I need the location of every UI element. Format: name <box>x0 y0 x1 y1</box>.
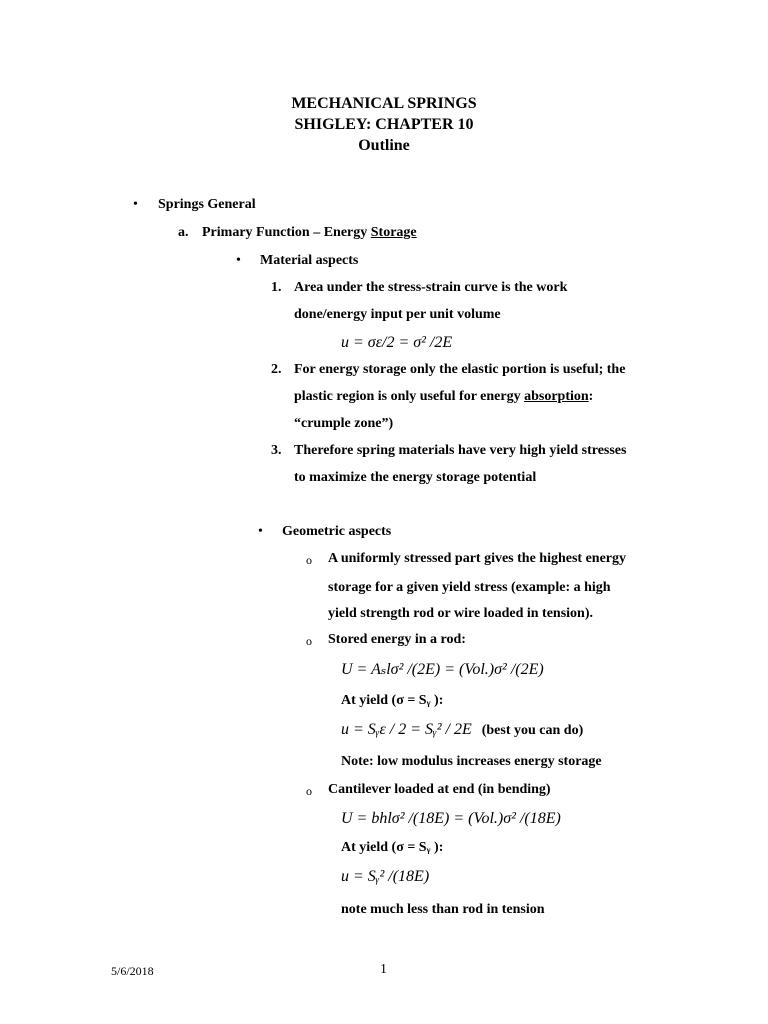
item-2-line3: “crumple zone”) <box>294 416 394 431</box>
section-springs-general: Springs General <box>158 197 256 212</box>
rod-modulus-note: Note: low modulus increases energy storage <box>341 754 602 769</box>
bullet-icon: • <box>258 524 263 539</box>
item-primary-function-underlined: Storage <box>370 225 417 240</box>
document-title-line3: Outline <box>358 137 410 154</box>
document-title-line1: MECHANICAL SPRINGS <box>291 95 477 112</box>
rod-yield-note: (best you can do) <box>481 723 584 738</box>
item-2-line2-text: plastic region is only useful for energy <box>294 389 525 404</box>
item-2-line1: For energy storage only the elastic portion is useful; the <box>294 362 626 377</box>
page-number: 1 <box>380 962 387 977</box>
footer-date: 5/6/2018 <box>111 964 154 978</box>
formula-energy-density: u = σε/2 = σ² /2E <box>341 334 453 351</box>
geometric-item-1-line1: A uniformly stressed part gives the highest energy <box>328 551 626 566</box>
item-3-line1: Therefore spring materials have very high yield stresses <box>294 443 627 458</box>
geometric-item-1-line2: storage for a given yield stress (example: a high <box>328 580 611 595</box>
bullet-icon: • <box>133 197 138 212</box>
item-2-line2 <box>294 388 593 406</box>
item-2-line2-underlined: absorption <box>524 389 589 404</box>
list-marker-3: 3. <box>271 443 282 458</box>
geometric-item-2-label: Stored energy in a rod: <box>328 632 466 647</box>
cantilever-note: note much less than rod in tension <box>341 902 545 917</box>
hollow-bullet-icon: o <box>306 553 312 567</box>
bullet-icon: • <box>236 253 241 268</box>
hollow-bullet-icon: o <box>306 784 312 798</box>
formula-rod-energy: U = Aₛlσ² /(2E) = (Vol.)σ² /(2E) <box>341 661 544 678</box>
formula-rod-yield-row <box>341 721 583 740</box>
subsection-geometric-aspects: Geometric aspects <box>282 524 392 539</box>
geometric-item-1-line3: yield strength rod or wire loaded in tension). <box>328 606 593 621</box>
hollow-bullet-icon: o <box>306 634 312 648</box>
formula-rod-yield: u = Sᵧε / 2 = Sᵧ² / 2E <box>341 721 472 738</box>
item-1-line1: Area under the stress-strain curve is the work <box>294 280 568 295</box>
rod-yield-condition: At yield (σ = Sᵧ ): <box>341 693 444 708</box>
geometric-item-3-label: Cantilever loaded at end (in bending) <box>328 782 551 797</box>
list-marker-a: a. <box>178 225 189 240</box>
item-2-line2-suffix: : <box>588 389 594 404</box>
item-3-line2: to maximize the energy storage potential <box>294 470 537 485</box>
list-marker-1: 1. <box>271 280 282 295</box>
formula-cantilever-yield: u = Sᵧ² /(18E) <box>341 868 430 885</box>
item-primary-function <box>202 224 417 242</box>
item-primary-function-text: Primary Function – Energy <box>202 225 371 240</box>
formula-cantilever-energy: U = bhlσ² /(18E) = (Vol.)σ² /(18E) <box>341 810 561 827</box>
list-marker-2: 2. <box>271 362 282 377</box>
cantilever-yield-condition: At yield (σ = Sᵧ ): <box>341 840 444 855</box>
document-title-line2: SHIGLEY: CHAPTER 10 <box>294 116 474 133</box>
subsection-material-aspects: Material aspects <box>260 253 359 268</box>
item-1-line2: done/energy input per unit volume <box>294 307 501 322</box>
